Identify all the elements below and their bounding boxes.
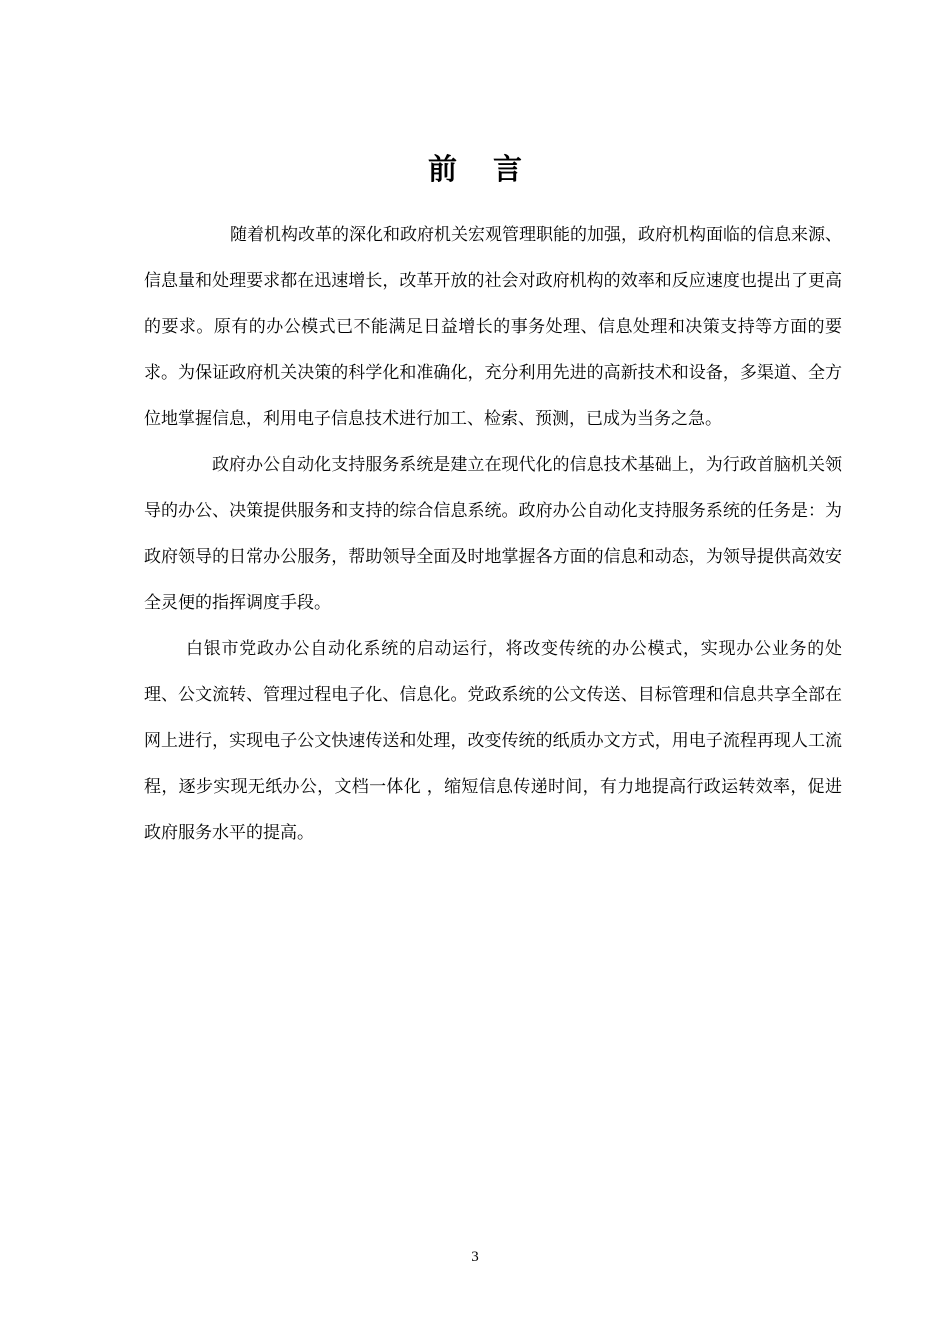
paragraph-2: 政府办公自动化支持服务系统是建立在现代化的信息技术基础上，为行政首脑机关领导的办公、决策提供服务和支持的综合信息系统。政府办公自动化支持服务系统的任务是：为政府领导的日常办公服务，帮助领导全面及时地掌握各方面的信息和动态，为领导提供高效安全灵便的指挥调度手段。 bbox=[144, 455, 842, 613]
body-text bbox=[144, 212, 842, 856]
page-number: 3 bbox=[471, 1249, 479, 1265]
paragraph-3: 白银市党政办公自动化系统的启动运行，将改变传统的办公模式，实现办公业务的处理、公文流转、管理过程电子化、信息化。党政系统的公文传送、目标管理和信息共享全部在网上进行，实现电子公文快速传送和处理，改变传统的纸质办文方式，用电子流程再现人工流程，逐步实现无纸办公，文档一体化 ，缩短信息传递时间，有力地提高行政运转效率，促进政府服务水平的提高。 bbox=[144, 639, 842, 843]
page-title: 前言 bbox=[427, 152, 558, 187]
paragraph-1: 随着机构改革的深化和政府机关宏观管理职能的加强，政府机构面临的信息来源、信息量和处理要求都在迅速增长，改革开放的社会对政府机构的效率和反应速度也提出了更高的要求。原有的办公模式已不能满足日益增长的事务处理、信息处理和决策支持等方面的要求。为保证政府机关决策的科学化和准确化，充分利用先进的高新技术和设备，多渠道、全方位地掌握信息，利用电子信息技术进行加工、检索、预测，已成为当务之急。 bbox=[144, 225, 842, 429]
